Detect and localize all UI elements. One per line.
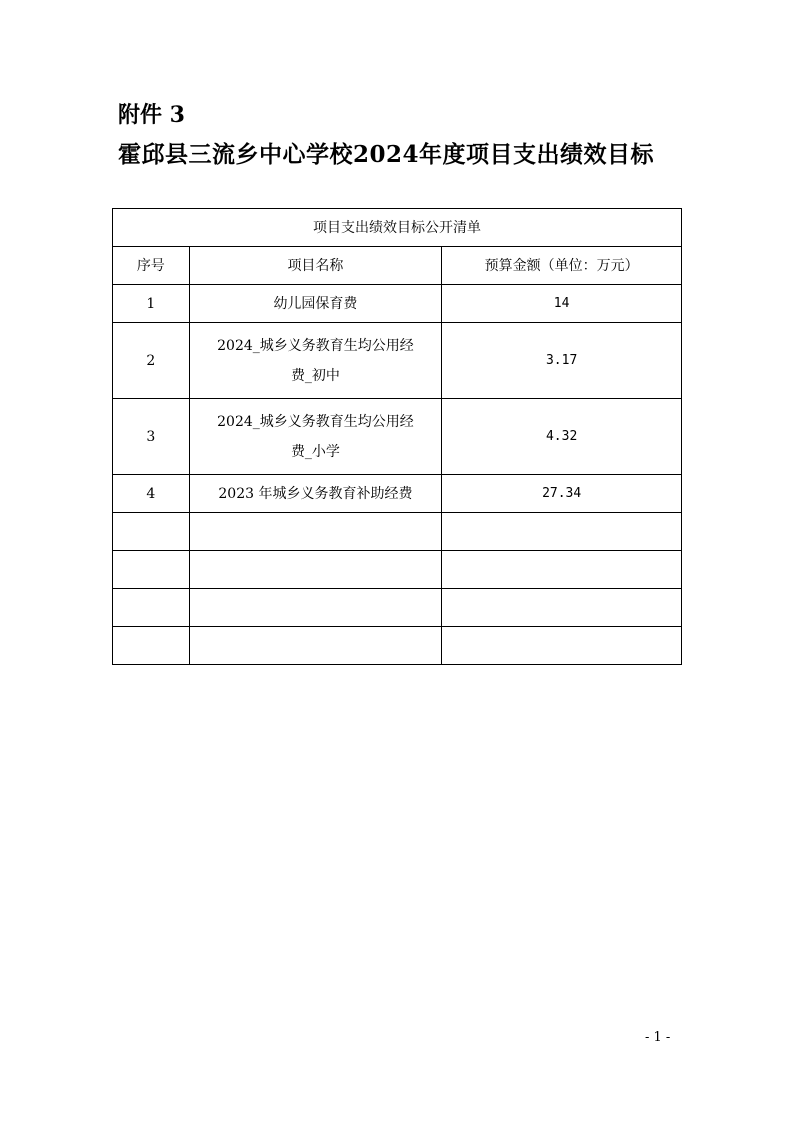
row-seq: 1 xyxy=(113,285,190,323)
row-name-line: 2024_城乡义务教育生均公用经 xyxy=(217,413,414,430)
row-name-line: 费_初中 xyxy=(290,367,340,384)
empty-cell xyxy=(189,589,442,627)
row-name-line: 幼儿园保育费 xyxy=(273,295,358,312)
attachment-label: 附件 3 xyxy=(118,102,185,128)
table-header-row xyxy=(113,247,682,285)
table-row xyxy=(113,399,682,475)
empty-cell xyxy=(189,513,442,551)
empty-cell xyxy=(189,551,442,589)
row-seq: 3 xyxy=(113,399,190,475)
row-seq: 2 xyxy=(113,323,190,399)
row-name-line: 2023 年城乡义务教育补助经费 xyxy=(218,485,413,502)
column-header-amount: 预算金额（单位：万元） xyxy=(442,247,682,285)
table-row-empty xyxy=(113,627,682,665)
empty-cell xyxy=(113,513,190,551)
empty-cell xyxy=(442,551,682,589)
row-amount: 14 xyxy=(442,285,682,323)
row-seq: 4 xyxy=(113,475,190,513)
empty-cell xyxy=(189,627,442,665)
column-header-seq: 序号 xyxy=(113,247,190,285)
table-row xyxy=(113,475,682,513)
table-row-empty xyxy=(113,551,682,589)
row-amount: 27.34 xyxy=(442,475,682,513)
empty-cell xyxy=(442,627,682,665)
empty-cell xyxy=(442,589,682,627)
table-row-empty xyxy=(113,589,682,627)
table-row xyxy=(113,323,682,399)
row-name-line: 费_小学 xyxy=(290,443,340,460)
empty-cell xyxy=(113,551,190,589)
column-header-name: 项目名称 xyxy=(189,247,442,285)
empty-cell xyxy=(113,627,190,665)
table-caption-row xyxy=(113,209,682,247)
row-name xyxy=(189,285,442,323)
table-caption: 项目支出绩效目标公开清单 xyxy=(113,209,682,247)
table-row-empty xyxy=(113,513,682,551)
row-name xyxy=(189,323,442,399)
table-row xyxy=(113,285,682,323)
row-name xyxy=(189,399,442,475)
row-name xyxy=(189,475,442,513)
page-number: - 1 - xyxy=(645,1030,671,1045)
row-amount: 4.32 xyxy=(442,399,682,475)
document-title: 霍邱县三流乡中心学校2024年度项目支出绩效目标 xyxy=(118,141,655,168)
row-name-line: 2024_城乡义务教育生均公用经 xyxy=(217,337,414,354)
budget-table xyxy=(112,208,682,665)
empty-cell xyxy=(113,589,190,627)
empty-cell xyxy=(442,513,682,551)
row-amount: 3.17 xyxy=(442,323,682,399)
